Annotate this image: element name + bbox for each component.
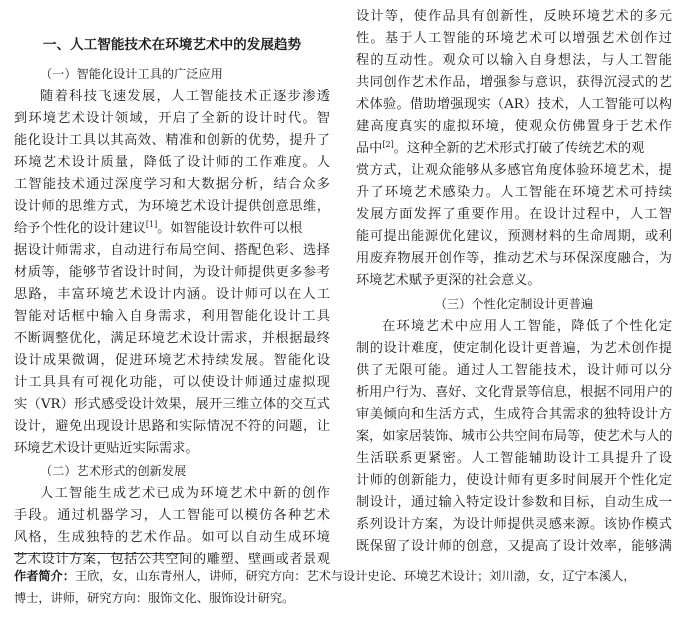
paragraph-line: 供了无限可能。通过人工智能技术，设计师可以分 (356, 363, 672, 378)
paragraph-line: 建高度真实的虚拟环境，使观众仿佛置身于艺术作 (356, 119, 672, 134)
paragraph-line: 工智能技术通过深度学习和大数据分析，结合众多 (14, 177, 330, 192)
paragraph-line: 升了环境艺术感染力。人工智能在环境艺术可持续 (356, 185, 672, 200)
paragraph-line: 设计等，使作品具有创新性，反映环境艺术的多元 (356, 9, 672, 24)
paragraph-line: 共同创作艺术作品，增强参与意识，获得沉浸式的艺 (356, 75, 672, 90)
text-segment: 给予个性化的设计建议 (14, 221, 146, 236)
paragraph-line: 实（VR）形式感受设计效果，展开三维立体的交互式 (14, 397, 330, 412)
paragraph-line-with-citation (14, 218, 330, 240)
paragraph-line: 环境艺术设计更贴近实际需求。 (14, 441, 199, 456)
paragraph-line-with-citation (356, 138, 672, 160)
paragraph-line: 术体验。借助增强现实（AR）技术，人工智能可以构 (356, 97, 672, 112)
paragraph-line: 材质等，能够节省设计时间，为设计师提供更多参考 (14, 265, 330, 280)
paragraph-line: 既保留了设计师的创意，又提高了设计效率，能够满 (356, 539, 672, 554)
author-bio-text: 王欣，女，山东青州人，讲师，研究方向：艺术与设计史论、环境艺术设计；刘川渤，女，辽宁本溪人， (74, 569, 636, 583)
paragraph-line: 环境艺术设计质量，降低了设计师的工作难度。人 (14, 155, 330, 170)
paragraph-line: 随着科技飞速发展，人工智能技术正逐步渗透 (40, 89, 330, 104)
subheading-1: （一）智能化设计工具的广泛应用 (40, 67, 223, 81)
footnote-divider (14, 553, 184, 554)
paragraph-line: 艺术设计方案，包括公共空间的雕塑、壁画或者景观 (14, 552, 330, 567)
paragraph-line: 性。基于人工智能的环境艺术可以增强艺术创作过 (356, 31, 672, 46)
paragraph-line: 手段。通过机器学习，人工智能可以模仿各种艺术 (14, 508, 330, 523)
paragraph-line: 制设计，通过输入特定设计参数和目标，自动生成一 (356, 495, 672, 510)
text-segment: 。这种全新的艺术形式打破了传统艺术的观 (393, 141, 645, 156)
paragraph-line: 析用户行为、喜好、文化背景等信息，根据不同用户的 (356, 385, 672, 400)
paragraph-line: 制的设计难度，使定制化设计更普遍，为艺术创作提 (356, 341, 672, 356)
paragraph-line: 用废弃物展开创作等，推动艺术与环保深度融合，为 (356, 251, 672, 266)
paragraph-line: 系列设计方案，为设计师提供灵感来源。该协作模式 (356, 517, 672, 532)
paragraph-line: 风格，生成独特的艺术作品。如可以自动生成环境 (14, 530, 330, 545)
paragraph-line: 审美倾向和生活方式，生成符合其需求的独特设计方 (356, 407, 672, 422)
paragraph-line: 环境艺术赋予更深的社会意义。 (356, 273, 541, 288)
citation-ref: [1] (145, 220, 158, 229)
paragraph-line: 思路，丰富环境艺术设计内涵。设计师可以在人工 (14, 287, 330, 302)
paragraph-line: 设计师的思维方式，为环境艺术设计提供创意思维， (14, 199, 330, 214)
paragraph-line: 计工具具有可视化功能，可以使设计师通过虚拟现 (14, 375, 330, 390)
paragraph-line: 案，如家居装饰、城市公共空间布局等，使艺术与人的 (356, 429, 672, 444)
paragraph-line: 人工智能生成艺术已成为环境艺术中新的创作 (40, 486, 330, 501)
paragraph-line: 赏方式，让观众能够从多感官角度体验环境艺术，提 (356, 163, 672, 178)
paragraph-line: 生活联系更紧密。人工智能辅助设计工具提升了设 (356, 451, 672, 466)
text-segment: 。如智能设计软件可以根 (157, 221, 303, 236)
subheading-2: （二）艺术形式的创新发展 (40, 464, 187, 478)
paragraph-line: 设计，避免出现设计思路和实际情况不符的问题，让 (14, 419, 330, 434)
paragraph-line: 能化设计工具以其高效、精准和创新的优势，提升了 (14, 133, 330, 148)
paragraph-line: 据设计师需求，自动进行布局空间、搭配色彩、选择 (14, 243, 330, 258)
paragraph-line: 发展方面发挥了重要作用。在设计过程中，人工智 (356, 207, 672, 222)
section-title: 一、人工智能技术在环境艺术中的发展趋势 (42, 37, 302, 53)
text-segment: 品中 (356, 141, 383, 156)
paragraph-line: 计师的创新能力，使设计师有更多时间展开个性化定 (356, 473, 672, 488)
paragraph-line: 能可提出能源优化建议，预测材料的生命周期，或利 (356, 229, 672, 244)
paragraph-line: 智能对话框中输入自身需求，利用智能化设计工具 (14, 309, 330, 324)
paragraph-line: 到环境艺术设计领域，开启了全新的设计时代。智 (14, 111, 330, 126)
citation-ref: [2] (382, 140, 394, 149)
paragraph-line: 不断调整优化，满足环境艺术设计需求，并根据最终 (14, 331, 330, 346)
author-bio-line-2: 博士，讲师，研究方向：服饰文化、服饰设计研究。 (14, 591, 295, 605)
subheading-3: （三）个性化定制设计更普遍 (434, 297, 594, 311)
paragraph-line: 程的互动性。观众可以输入自身想法，与人工智能 (356, 53, 672, 68)
paragraph-line: 设计成果微调，促进环境艺术持续发展。智能化设 (14, 353, 330, 368)
author-bio-line-1 (14, 565, 680, 587)
paragraph-line: 在环境艺术中应用人工智能，降低了个性化定 (382, 319, 672, 334)
author-bio-label: 作者简介： (14, 569, 75, 583)
